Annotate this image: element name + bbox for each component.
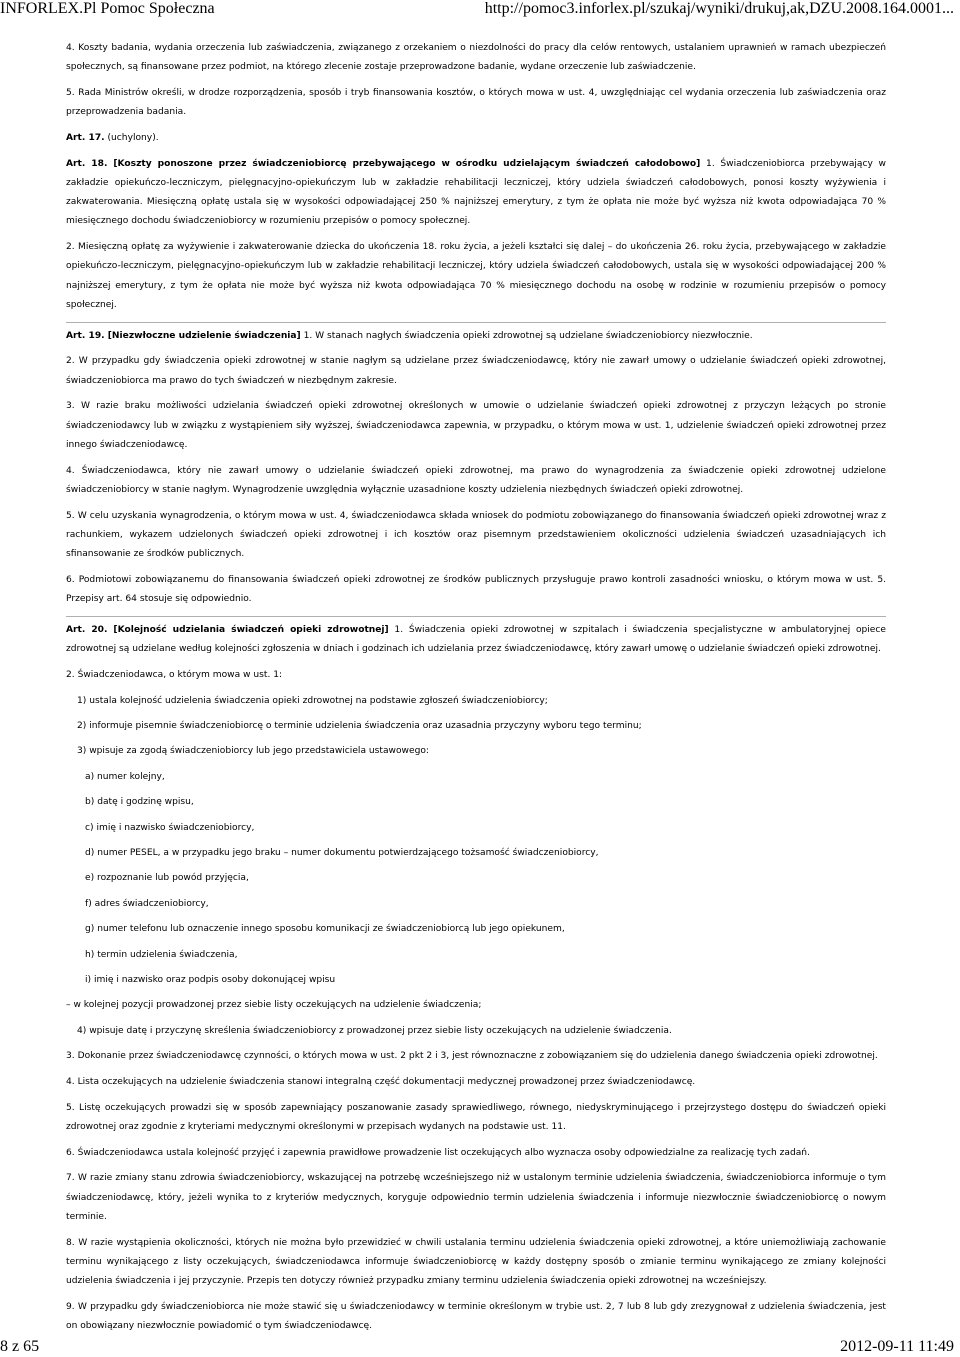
article-19-para-6: 6. Podmiotowi zobowiązanemu do finansowania świadczeń opieki zdrowotnej ze środków publicznych przysługuje prawo kontroli zasadności wniosku, o którym mowa w ust. 5. Przepisy art. 64 stosuje się odpowiednio. (66, 574, 886, 605)
article-19 (66, 327, 886, 346)
article-20-item-3d: d) numer PESEL, a w przypadku jego braku – numer dokumentu potwierdzającego tożsamość świadczeniobiorcy, (85, 847, 599, 858)
paragraph-5: 5. Rada Ministrów określi, w drodze rozporządzenia, sposób i tryb finansowania kosztów, o których mowa w ust. 4, uwzględniając cel wydania orzeczenia lub zaświadczenia oraz przeprowadzenia badania. (66, 88, 886, 118)
section-divider (66, 322, 886, 323)
article-20-title: [Kolejność udzielania świadczeń opieki zdrowotnej] (107, 624, 389, 635)
article-18-para-2: 2. Miesięczną opłatę za wyżywienie i zakwaterowanie dziecka do ukończenia 18. roku życia, a jeżeli kształci się dalej – do ukończenia 26. roku życia, przebywającego w zakładzie opiekuńczo-leczniczym, pielęgnacyjno-opiekuńczym lub w zakładzie rehabilitacji leczniczej, który udziela świadczeń całodobowych, ustala się w wysokości odpowiadającej 200 % najniższej emerytury, z tym że opłata nie może być wyższa niż kwota odpowiadająca 70 % miesięcznego dochodu na osobę w rodzinie w rozumieniu przepisów o pomocy społecznej. (66, 242, 886, 310)
article-17 (66, 129, 886, 148)
article-20-item-3-closing: – w kolejnej pozycji prowadzonej przez siebie listy oczekujących na udzielenie świadczenia; (66, 1000, 482, 1011)
article-20-para-9: 9. W przypadku gdy świadczeniobiorca nie może stawić się u świadczeniodawcy w terminie określonym w trybie ust. 2, 7 lub 8 lub gdy zrezygnował z udzielenia świadczenia, jest on obowiązany niezwłocznie powiadomić o tym świadczeniodawcę. (66, 1301, 886, 1332)
article-19-title: [Niezwłoczne udzielenie świadczenia] (104, 330, 301, 341)
header-url: http://pomoc3.inforlex.pl/szukaj/wyniki/drukuj,ak,DZU.2008.164.0001... (484, 0, 954, 17)
article-19-number: Art. 19. (66, 330, 105, 341)
article-19-para-3: 3. W razie braku możliwości udzielania świadczeń opieki zdrowotnej określonych w umowie o udzielanie świadczeń opieki zdrowotnej z przyczyn leżących po stronie świadczeniodawcy lub w związku z wystąpieniem siły wyższej, świadczeniodawca zapewnia, w przypadku, o którym mowa w ust. 1, udzielenie świadczeń opieki zdrowotnej przez innego świadczeniodawcę. (66, 401, 886, 450)
article-20-item-3h: h) termin udzielenia świadczenia, (85, 949, 238, 960)
paragraph-4: 4. Koszty badania, wydania orzeczenia lub zaświadczenia, związanego z orzekaniem o niezdolności do pracy dla celów rentowych, ustalaniem uprawnień w ramach ubezpieczeń społecznych, są finansowane przez podmiot, na którego zlecenie zostaje przeprowadzone badanie, wydane orzeczenie lub zaświadczenie. (66, 43, 886, 73)
article-20-item-3a: a) numer kolejny, (85, 771, 165, 782)
article-20-item-3: 3) wpisuje za zgodą świadczeniobiorcy lub jego przedstawiciela ustawowego: (77, 746, 429, 757)
article-20-item-3c: c) imię i nazwisko świadczeniobiorcy, (85, 822, 255, 833)
header-site-title: INFORLEX.Pl Pomoc Społeczna (0, 0, 215, 17)
article-20-para-5: 5. Listę oczekujących prowadzi się w sposób zapewniający poszanowanie zasady sprawiedliwego, równego, niedyskryminującego i przejrzystego dostępu do świadczeń opieki zdrowotnej oraz zgodnie z kryteriami medycznymi określonymi w przepisach wydanych na podstawie ust. 11. (66, 1102, 886, 1132)
article-20 (66, 621, 886, 659)
article-18-para-1: 1. Świadczeniobiorca przebywający w zakładzie opiekuńczo-leczniczym, pielęgnacyjno-opiekuńczym lub w zakładzie rehabilitacji leczniczej, który udziela świadczeń całodobowych, ponosi koszty wyżywienia i zakwaterowania. Miesięczną opłatę ustala się w wysokości odpowiadającej 250 % najniższej emerytury, z tym że opłata nie może być wyższa niż kwota odpowiadająca 70 % miesięcznego dochodu świadczeniobiorcy w rozumieniu przepisów o pomocy społecznej. (66, 158, 886, 227)
article-20-item-3f: f) adres świadczeniobiorcy, (85, 898, 209, 909)
article-17-text: (uchylony). (104, 133, 159, 143)
article-20-item-1: 1) ustala kolejność udzielenia świadczenia opieki zdrowotnej na podstawie zgłoszeń świadczeniobiorcy; (77, 695, 548, 706)
document-body (66, 39, 886, 1343)
article-20-number: Art. 20. (66, 624, 108, 635)
article-20-item-3b: b) datę i godzinę wpisu, (85, 797, 194, 808)
article-20-para-8: 8. W razie wystąpienia okoliczności, których nie można było przewidzieć w chwili ustalania terminu udzielenia świadczenia opieki zdrowotnej, a które uniemożliwiają zachowanie terminu wynikającego z listy oczekujących, świadczeniodawca informuje świadczeniobiorcę w każdy dostępny sposób o zmianie terminu wynikającego ze zmiany kolejności udzielenia świadczenia i jej przyczynie. Przepis ten dotyczy również przypadku zmiany terminu udzielenia świadczenia opieki zdrowotnej na wcześniejszy. (66, 1237, 886, 1287)
article-19-para-2: 2. W przypadku gdy świadczenia opieki zdrowotnej w stanie nagłym są udzielane przez świadczeniodawcę, który nie zawarł umowy o udzielanie świadczeń opieki zdrowotnej, świadczeniobiorca ma prawo do tych świadczeń w niezbędnym zakresie. (66, 356, 886, 386)
article-19-para-5: 5. W celu uzyskania wynagrodzenia, o którym mowa w ust. 4, świadczeniodawca składa wniosek do podmiotu zobowiązanego do finansowania świadczeń opieki zdrowotnej wraz z rachunkiem, wykazem udzielonych świadczeń opieki zdrowotnej i ich kosztów oraz pisemnym przedstawieniem okoliczności udzielenia świadczeń uzasadniających ich sfinansowanie ze środków publicznych. (66, 510, 886, 560)
article-20-item-3e: e) rozpoznanie lub powód przyjęcia, (85, 873, 249, 884)
page-counter: 8 z 65 (0, 1338, 40, 1355)
article-20-para-1: 1. Świadczenia opieki zdrowotnej w szpitalach i świadczenia specjalistyczne w ambulatoryjnej opiece zdrowotnej są udzielane według kolejności zgłoszenia w dniach i godzinach ich udzielania przez świadczeniodawcę, który zawarł umowę o udzielanie świadczeń opieki zdrowotnej. (66, 624, 886, 655)
article-19-para-1: 1. W stanach nagłych świadczenia opieki zdrowotnej są udzielane świadczeniobiorcy niezwłocznie. (300, 330, 753, 341)
article-19-para-4: 4. Świadczeniodawca, który nie zawarł umowy o udzielanie świadczeń opieki zdrowotnej, ma prawo do wynagrodzenia za świadczenie opieki zdrowotnej udzielone świadczeniobiorcy w stanie nagłym. Wynagrodzenie uwzględnia wyłącznie uzasadnione koszty udzielenia niezbędnych świadczeń opieki zdrowotnej. (66, 465, 886, 495)
article-20-item-4: 4) wpisuje datę i przyczynę skreślenia świadczeniobiorcy z prowadzonej przez siebie listy oczekujących na udzielenie świadczenia. (77, 1025, 672, 1036)
article-20-para-4: 4. Lista oczekujących na udzielenie świadczenia stanowi integralną część dokumentacji medycznej prowadzonej przez świadczeniodawcę. (66, 1076, 696, 1087)
article-18-number: Art. 18. (66, 158, 108, 169)
article-20-item-3i: i) imię i nazwisko oraz podpis osoby dokonującej wpisu (85, 974, 336, 985)
article-20-item-2: 2) informuje pisemnie świadczeniobiorcę o terminie udzielenia świadczenia oraz uzasadnia przyczyny wyboru tego terminu; (77, 721, 642, 731)
article-20-para-3: 3. Dokonanie przez świadczeniodawcę czynności, o których mowa w ust. 2 pkt 2 i 3, jest równoznaczne z zobowiązaniem się do udzielenia danego świadczenia opieki zdrowotnej. (66, 1051, 878, 1062)
article-17-number: Art. 17. (66, 133, 105, 143)
section-divider (66, 616, 886, 617)
print-datetime: 2012-09-11 11:49 (840, 1338, 954, 1355)
article-20-item-3g: g) numer telefonu lub oznaczenie innego sposobu komunikacji ze świadczeniobiorcą lub jego opiekunem, (85, 924, 565, 935)
article-20-para-7: 7. W razie zmiany stanu zdrowia świadczeniobiorcy, wskazującej na potrzebę wcześniejszego niż w ustalonym terminie udzielenia świadczenia, świadczeniobiorca informuje o tym świadczeniodawcę, który, jeżeli wynika to z kryteriów medycznych, koryguje odpowiednio termin udzielenia świadczenia i informuje niezwłocznie świadczeniobiorcę o nowym terminie. (66, 1173, 886, 1222)
article-20-para-2: 2. Świadczeniodawca, o którym mowa w ust. 1: (66, 669, 283, 680)
article-20-para-6: 6. Świadczeniodawca ustala kolejność przyjęć i zapewnia prawidłowe prowadzenie list oczekujących albo wyznacza osoby odpowiedzialne za realizację tych zadań. (66, 1147, 810, 1158)
article-18-title: [Koszty ponoszone przez świadczeniobiorcę przebywającego w ośrodku udzielającym świadczeń całodobowo] (107, 158, 701, 169)
article-18 (66, 155, 886, 232)
